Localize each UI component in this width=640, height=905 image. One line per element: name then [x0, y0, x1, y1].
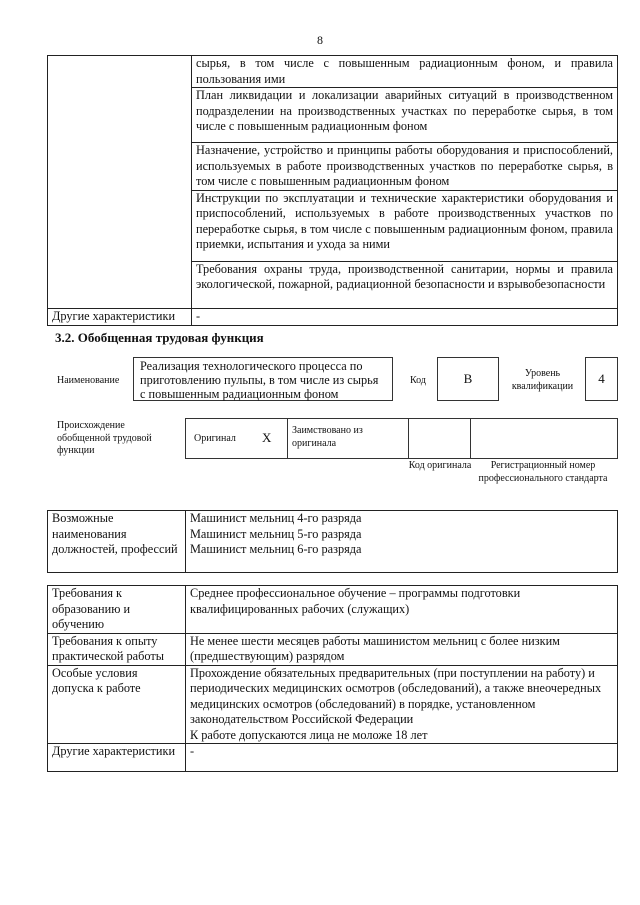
requirement-label: Другие характеристики	[48, 744, 186, 772]
borrowed-label: Заимствовано из оригинала	[292, 425, 363, 449]
knowledge-item: Назначение, устройство и принципы работы оборудования и приспособлений, используемых в работе производственных участков по переработке сырья, в том числе с повышенным радиационным фоном	[192, 143, 618, 191]
other-characteristics-value: -	[192, 308, 618, 325]
level-value: 4	[585, 357, 618, 401]
section-title: 3.2. Обобщенная трудовая функция	[55, 330, 264, 345]
original-code-caption: Код оригинала	[408, 460, 472, 471]
original-label: Оригинал	[194, 433, 236, 444]
positions-values	[186, 511, 618, 573]
divider	[408, 419, 409, 458]
positions-label: Возможные наименования должностей, профессий	[48, 511, 186, 573]
knowledge-item: Инструкции по эксплуатации и технические характеристики оборудования и приспособлений, используемых в работе производственных участков по переработке сырья, в том числе с повышенным радиационным фоном, правила приемки, испытания и ухода за ними	[192, 190, 618, 261]
positions-table	[47, 510, 618, 573]
code-value: B	[437, 357, 499, 401]
empty-label-cell	[48, 56, 192, 309]
requirement-value: Не менее шести месяцев работы машинистом мельниц с более низким (предшествующим) разрядом	[186, 633, 618, 665]
knowledge-item: сырья, в том числе с повышенным радиационным фоном, и правила пользования ими	[192, 56, 618, 88]
requirement-value: Среднее профессиональное обучение – программы подготовки квалифицированных рабочих (служащих)	[186, 586, 618, 634]
origin-table	[185, 418, 618, 459]
requirement-label: Требования к образованию и обучению	[48, 586, 186, 634]
divider	[287, 419, 288, 458]
requirement-text: Прохождение обязательных предварительных (при поступлении на работу) и периодических медицинских осмотров (обследований), а также внеочередных медицинских осмотров (обследований) в порядке, установленном законодательством Российской Федерации	[190, 665, 602, 726]
original-mark: X	[262, 430, 272, 445]
requirement-value: -	[186, 744, 618, 772]
requirement-label: Требования к опыту практической работы	[48, 633, 186, 665]
knowledge-item: Требования охраны труда, производственной санитарии, нормы и правила экологической, пожарной, радиационной безопасности и взрывобезопасности	[192, 261, 618, 308]
knowledge-item: План ликвидации и локализации аварийных ситуаций в производственном подразделении на производственных участках по переработке сырья, в том числе с повышенным радиационным фоном	[192, 88, 618, 143]
origin-label: Происхождение обобщенной трудовой функции	[57, 420, 152, 456]
position-item: Машинист мельниц 5-го разряда	[190, 526, 362, 541]
reg-number-caption: Регистрационный номер профессионального стандарта	[478, 460, 608, 484]
requirement-label: Особые условия допуска к работе	[48, 665, 186, 744]
code-label: Код	[410, 375, 426, 386]
knowledge-table	[47, 55, 618, 326]
position-item: Машинист мельниц 6-го разряда	[190, 542, 362, 556]
page-number: 8	[317, 33, 323, 47]
level-label: Уровень квалификации	[511, 368, 574, 392]
requirements-table	[47, 585, 618, 772]
name-label: Наименование	[57, 375, 120, 386]
position-item: Машинист мельниц 4-го разряда	[190, 511, 362, 525]
requirement-value	[186, 665, 618, 744]
other-characteristics-label: Другие характеристики	[48, 308, 192, 325]
requirement-text: К работе допускаются лица не моложе 18 лет	[190, 727, 428, 742]
name-value: Реализация технологического процесса по приготовлению пульпы, в том числе из сырья с повышенным радиационным фоном	[133, 357, 393, 401]
divider	[470, 419, 471, 458]
